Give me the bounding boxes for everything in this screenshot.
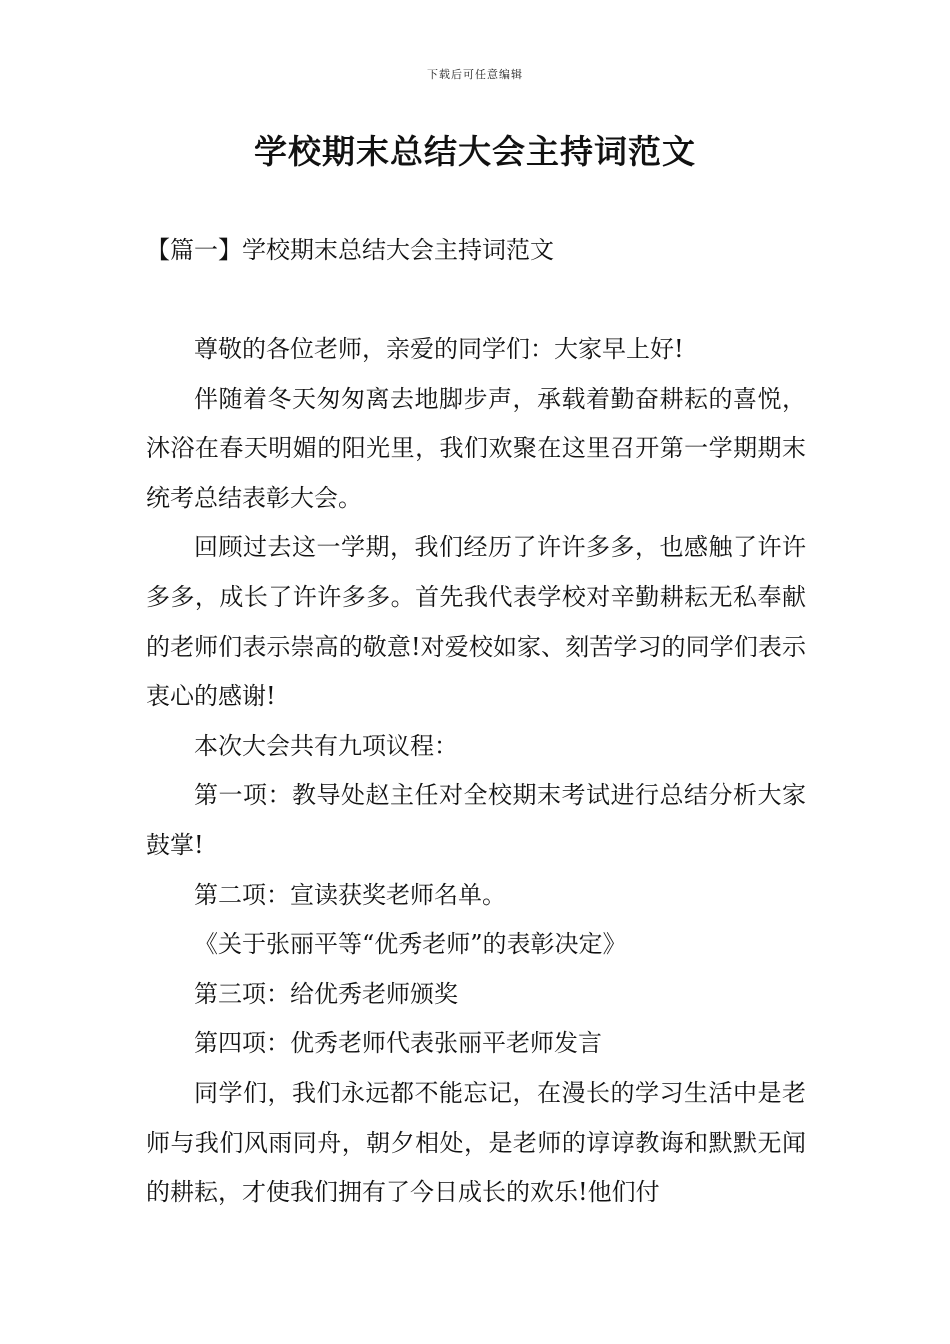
paragraph-agenda-intro: 本次大会共有九项议程： <box>194 731 458 760</box>
paragraph-agenda-item-2: 第二项：宣读获奖老师名单。 <box>194 880 506 909</box>
document-body <box>146 325 806 1218</box>
paragraph-greeting: 尊敬的各位老师，亲爱的同学们：大家早上好! <box>194 335 684 363</box>
paragraph-agenda-item-4: 第四项：优秀老师代表张丽平老师发言 <box>194 1029 602 1058</box>
section-heading: 【篇一】学校期末总结大会主持词范文 <box>146 236 554 264</box>
paragraph-agenda-item-1: 第一项：教导处赵主任对全校期末考试进行总结分析大家鼓掌! <box>146 781 806 859</box>
page-header-note: 下载后可任意编辑 <box>427 68 523 81</box>
document-title: 学校期末总结大会主持词范文 <box>254 132 696 171</box>
paragraph-review: 回顾过去这一学期，我们经历了许许多多，也感触了许许多多，成长了许许多多。首先我代表学校对辛勤耕耘无私奉献的老师们表示崇高的敬意!对爱校如家、刻苦学习的同学们表示衷心的感谢! <box>146 533 806 711</box>
paragraph-tribute: 同学们，我们永远都不能忘记，在漫长的学习生活中是老师与我们风雨同舟，朝夕相处，是老师的谆谆教诲和默默无闻的耕耘，才使我们拥有了今日成长的欢乐!他们付 <box>146 1078 806 1207</box>
paragraph-commendation-title: 《关于张丽平等“优秀老师”的表彰决定》 <box>194 930 627 959</box>
paragraph-agenda-item-3: 第三项：给优秀老师颁奖 <box>194 979 458 1008</box>
paragraph-opening: 伴随着冬天匆匆离去地脚步声，承载着勤奋耕耘的喜悦，沐浴在春天明媚的阳光里，我们欢聚在这里召开第一学期期末统考总结表彰大会。 <box>146 384 806 512</box>
